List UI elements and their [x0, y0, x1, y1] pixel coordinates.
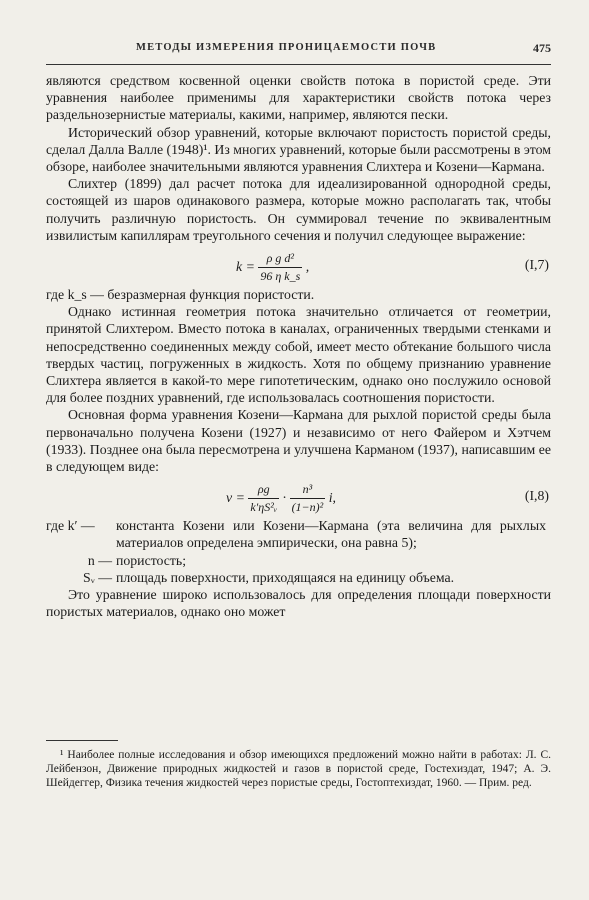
equation-fraction — [248, 481, 279, 516]
main-text — [46, 72, 551, 620]
equation-number: (I,7) — [524, 257, 549, 273]
definition-text: площадь поверхности, приходящаяся на единицу объема. — [116, 569, 455, 585]
running-title: МЕТОДЫ ИЗМЕРЕНИЯ ПРОНИЦАЕМОСТИ ПОЧВ — [136, 42, 437, 53]
fraction-numerator: ρ g d² — [258, 250, 302, 268]
definition-text: константа Козени или Козени—Кармана (эта величина для рыхлых материалов определена эмпирически, она равна 5); — [116, 518, 546, 551]
header-rule — [46, 64, 551, 65]
paragraph: Основная форма уравнения Козени—Кармана для рыхлой пористой среды была первоначально получена Козени (1927) и независимо от него Файером и Хэтчем (1933). Позднее она была пересмотрена и улучшена Карманом (1937), написавшим ее в следующем виде: — [46, 407, 551, 475]
paragraph: являются средством косвенной оценки свойств потока в пористой среде. Эти уравнения наиболее применимы для характеристики свойств потока через раздельнозернистые материалы, какими, например, являются пески. — [46, 73, 551, 123]
fraction-numerator: n³ — [290, 481, 326, 499]
definition-symbol: n — — [87, 552, 112, 568]
equation-1-7 — [46, 244, 551, 286]
paragraph: Исторический обзор уравнений, которые включают пористость пористой среды, сделал Далла Валле (1948)¹. Из многих уравнений, которые были рассмотрены в этом обзоре, наиболее значительными являются уравнения Слихтера и Козени—Кармана. — [46, 124, 551, 175]
fraction-denominator: 96 η k_s — [260, 269, 301, 284]
paragraph: Слихтер (1899) дал расчет потока для идеализированной однородной среды, состоящей из шаров одинакового размера, которые можно располагать так, чтобы получить различную пористость. Он суммировал течение по эквивалентным извилистым капиллярам треугольного сечения и получил следующее выражение: — [46, 176, 551, 243]
equation-number: (I,8) — [524, 488, 549, 504]
equation-explanation: где k_s — безразмерная функция пористости. — [46, 287, 315, 303]
paragraph: Это уравнение широко использовалось для определения площади поверхности пористых материалов, однако оно может — [46, 587, 551, 620]
footnote — [46, 748, 551, 790]
equation-lhs: k = — [236, 258, 255, 274]
definition-symbol: Sᵥ — — [83, 569, 112, 585]
equation-lhs: v = — [226, 490, 245, 506]
definition-item — [46, 517, 551, 551]
definition-text: пористость; — [116, 552, 187, 568]
equation-fraction — [290, 481, 326, 516]
definition-item — [46, 552, 551, 569]
footnote-rule — [46, 740, 118, 741]
footnote-text: ¹ Наиболее полные исследования и обзор имеющихся предложений можно найти в работах: Л. С. Лейбензон, Движение природных жидкостей и газов в пористой среде, Гостехиздат, 1947; А. Э. Шейдеггер, Физика течения жидкостей через пористые среды, Гостоптехиздат, 1960. — Прим. ред. — [46, 749, 551, 789]
equation-1-8 — [46, 475, 551, 517]
running-header — [46, 40, 551, 58]
definition-symbol: где k′ — — [46, 518, 95, 534]
fraction-numerator: ρg — [248, 481, 279, 499]
equation-tail: , — [305, 258, 310, 274]
definition-item — [46, 569, 551, 586]
page-number: 475 — [533, 41, 551, 55]
equation-formula: v = $\frac{\rho g}{\text{k′ηS²ᵥ}}$ · $\frac{\text{n³}}{\text{(1−n)²}}$ i, — [226, 481, 336, 516]
equation-formula — [236, 250, 309, 285]
fraction-denominator: k′ηS²ᵥ — [250, 500, 278, 515]
equation-tail: i, — [328, 490, 336, 506]
fraction-denominator: (1−n)² — [291, 500, 324, 515]
equation-fraction — [258, 250, 302, 285]
paragraph: Однако истинная геометрия потока значительно отличается от геометрии, принятой Слихтером. Вместо потока в каналах, ограниченных твердыми стенками и непосредственно соединенных между собой, имеет место обтекание большого числа твердых частиц, погруженных в жидкость. Хотя по общему признанию уравнение Слихтера является в какой-то мере гипотетическим, однако оно послужило основой для более поздних уравнений, где использовалась соотношения пористости. — [46, 304, 551, 406]
